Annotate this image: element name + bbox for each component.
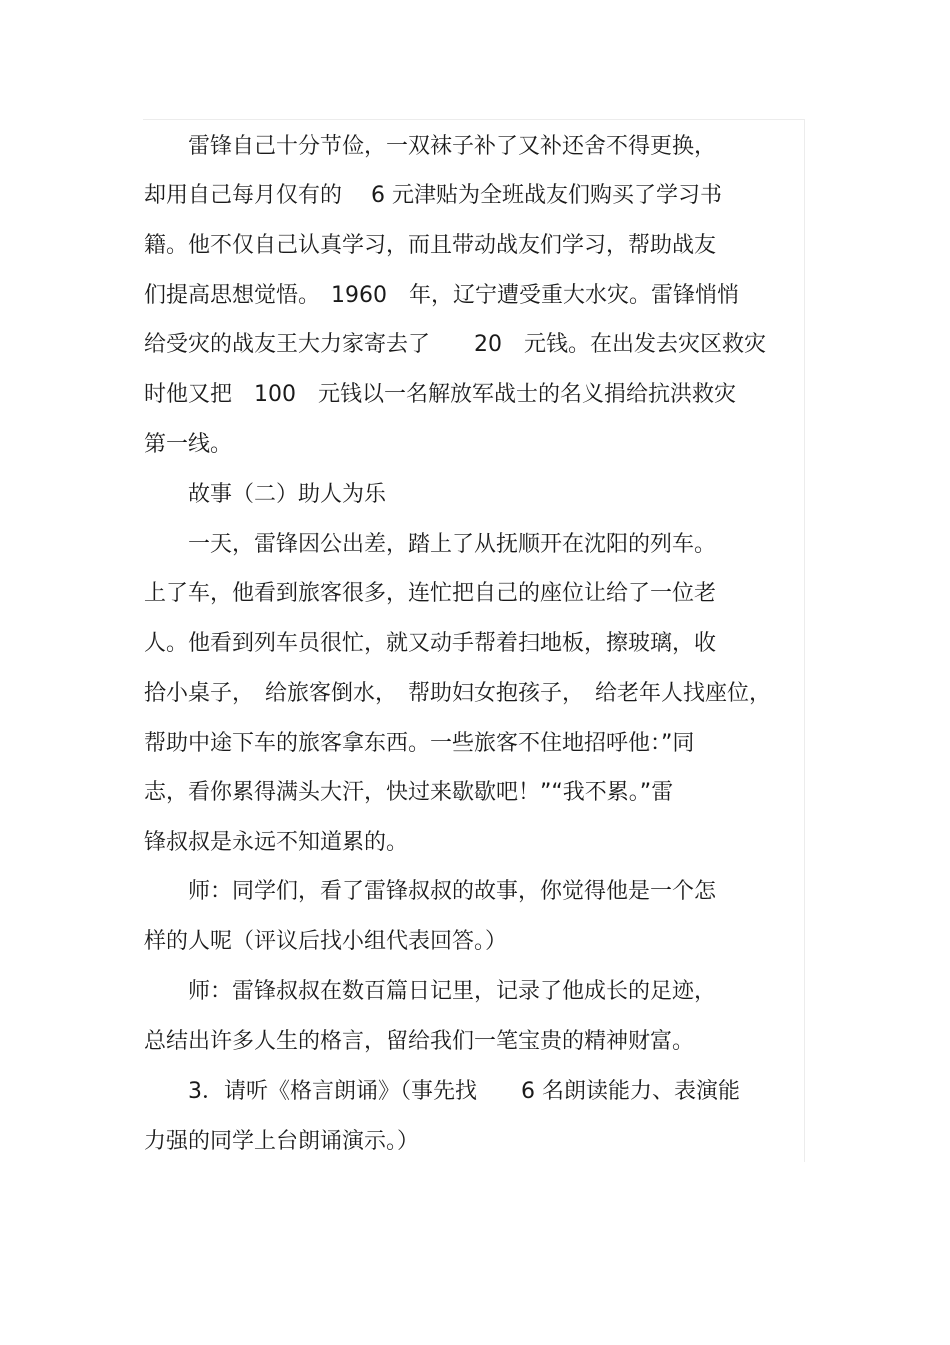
text-line: 籍。他不仅自己认真学习，而且带动战友们学习，帮助战友: [144, 233, 717, 258]
text-line: 志，看你累得满头大汗，快过来歇歇吧！”“我不累。”雷: [144, 780, 674, 805]
text-line: 给受灾的战友王大力家寄去了 20 元钱。在出发去灾区救灾: [144, 332, 766, 357]
text-line: 时他又把 100 元钱以一名解放军战士的名义捐给抗洪救灾: [144, 382, 736, 407]
text-line: 们提高思想觉悟。 1960 年，辽宁遭受重大水灾。雷锋悄悄: [144, 283, 739, 308]
text-line: 3．请听《格言朗诵》（事先找 6 名朗读能力、表演能: [144, 1079, 740, 1104]
text-line: 人。他看到列车员很忙，就又动手帮着扫地板，擦玻璃，收: [144, 631, 717, 656]
text-line: 帮助中途下车的旅客拿东西。一些旅客不住地招呼他：”同: [144, 731, 695, 756]
text-line: 雷锋自己十分节俭，一双袜子补了又补还舍不得更换，: [144, 134, 717, 159]
text-line: 力强的同学上台朗诵演示。）: [144, 1129, 420, 1154]
text-line: 锋叔叔是永远不知道累的。: [144, 830, 409, 855]
text-line: 却用自己每月仅有的 6 元津贴为全班战友们购买了学习书: [144, 183, 722, 208]
text-line: 总结出许多人生的格言，留给我们一笔宝贵的精神财富。: [144, 1029, 695, 1054]
text-line: 样的人呢（评议后找小组代表回答。）: [144, 929, 508, 954]
text-line: 拾小桌子， 给旅客倒水， 帮助妇女抱孩子， 给老年人找座位，: [144, 681, 772, 706]
text-line: 上了车，他看到旅客很多，连忙把自己的座位让给了一位老: [144, 581, 717, 606]
text-line: 一天，雷锋因公出差，踏上了从抚顺开在沈阳的列车。: [144, 532, 717, 557]
text-line: 师：同学们，看了雷锋叔叔的故事，你觉得他是一个怎: [144, 879, 717, 904]
text-line: 第一线。: [144, 432, 233, 457]
text-line: 师：雷锋叔叔在数百篇日记里，记录了他成长的足迹，: [144, 979, 717, 1004]
section-heading: 故事（二）助人为乐: [144, 482, 387, 507]
